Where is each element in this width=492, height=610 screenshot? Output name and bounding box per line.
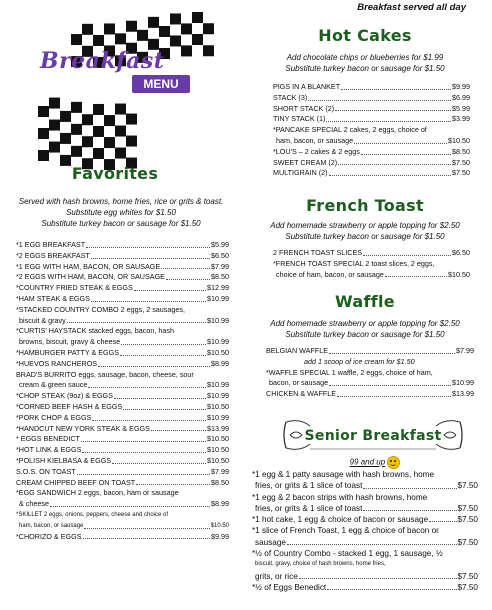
menu-item-name: *HANDCUT NEW YORK STEAK & EGGS — [16, 423, 150, 433]
leader-dots — [429, 514, 456, 522]
menu-item-name: ham, bacon, or sausage — [19, 522, 84, 529]
flag-square — [203, 45, 214, 56]
flag-square — [181, 23, 192, 34]
menu-item — [16, 305, 229, 327]
menu-item-name: *CORNED BEEF HASH & EGGS — [16, 401, 123, 411]
menu-item — [266, 368, 474, 390]
leader-dots — [337, 389, 451, 397]
menu-item-name: bacon, or sausage — [269, 378, 329, 388]
menu-item-name: *CHORIZO & EGGS — [16, 531, 82, 541]
leader-dots — [338, 158, 451, 166]
leader-dots — [77, 467, 210, 475]
senior-breakfast-list — [252, 469, 478, 593]
leader-dots — [136, 478, 210, 486]
menu-item-name: STACK (3) — [273, 92, 308, 102]
leader-dots — [385, 270, 447, 278]
menu-item-name: sausage — [255, 537, 286, 547]
menu-item — [16, 240, 229, 251]
menu-item-price: $10.50 — [210, 522, 229, 529]
french-toast-notes — [254, 220, 476, 242]
menu-item-name: fries, or grits & 1 slice of toast — [255, 481, 363, 491]
menu-item-description: *EGG SANDWICH 2 eggs, bacon, ham or sausage — [16, 488, 179, 498]
note-line: Add chocolate chips or blueberries for $1.99 — [286, 53, 444, 62]
waffle-notes — [254, 318, 476, 340]
note-line: Substitute turkey bacon or sausage for $1.50 — [285, 64, 445, 73]
menu-item — [252, 514, 478, 525]
flag-square — [126, 136, 137, 147]
menu-item-name: ham, bacon, or sausage — [276, 135, 354, 145]
menu-item-name: *1 hot cake, 1 egg & choice of bacon or sausage — [252, 515, 429, 525]
menu-item-price: $8.50 — [211, 272, 229, 282]
flag-square — [115, 148, 126, 159]
note-line: Substitute turkey bacon or sausage for $1.50 — [285, 330, 445, 339]
leader-dots — [361, 147, 451, 155]
leader-dots — [114, 391, 206, 399]
menu-item-price: $5.99 — [452, 103, 470, 113]
flag-square — [38, 106, 49, 117]
menu-item-price: $3.99 — [452, 114, 470, 124]
senior-age-note — [330, 456, 420, 469]
senior-breakfast-heading: Senior Breakfast — [304, 428, 442, 444]
leader-dots — [287, 537, 457, 545]
flag-square — [115, 126, 126, 137]
menu-item — [16, 413, 229, 424]
menu-item-price: $10.50 — [207, 445, 229, 455]
menu-item-description: *SKILLET 2 eggs, onions, peppers, cheese and choice of — [16, 511, 168, 518]
leader-dots — [82, 445, 206, 453]
menu-item — [273, 259, 470, 281]
flag-square — [192, 34, 203, 45]
smiley-face-icon — [387, 456, 400, 469]
flag-square — [60, 111, 71, 122]
leader-dots — [50, 499, 210, 507]
menu-item-price: $7.99 — [211, 261, 229, 271]
menu-item-price: $10.50 — [207, 401, 229, 411]
menu-item-name: biscuit & gravy — [19, 315, 66, 325]
menu-item-description: *WAFFLE SPECIAL 1 waffle, 2 eggs, choice of ham, — [266, 367, 433, 377]
menu-item — [16, 467, 229, 478]
flag-square — [192, 12, 203, 23]
menu-item — [16, 359, 229, 370]
menu-item-price: $10.50 — [448, 135, 470, 145]
menu-item-description: BRAD'S BURRITO eggs, sausage, bacon, cheese, sour — [16, 369, 194, 379]
menu-item-price: $8.50 — [452, 146, 470, 156]
menu-item-name: *LOU'S – 2 cakes & 2 eggs — [273, 146, 360, 156]
menu-item — [252, 582, 478, 593]
menu-item-price: $8.99 — [211, 358, 229, 368]
menu-item-price: $8.50 — [211, 477, 229, 487]
flag-square — [115, 104, 126, 115]
french-toast-heading: French Toast — [306, 196, 424, 215]
menu-item-name: *HOT LINK & EGGS — [16, 445, 82, 455]
menu-item — [273, 248, 470, 259]
menu-item-price: $6.50 — [452, 248, 470, 257]
flag-square — [38, 128, 49, 139]
menu-badge: MENU — [132, 75, 190, 93]
menu-item-name: *HAMBURGER PATTY & EGGS — [16, 347, 120, 357]
menu-item — [16, 488, 229, 510]
leader-dots — [98, 359, 210, 367]
flag-square — [93, 126, 104, 137]
flag-square — [93, 35, 104, 46]
flag-square — [49, 98, 60, 109]
menu-item — [16, 326, 229, 348]
leader-dots — [326, 114, 451, 122]
menu-item-price: $7.50 — [452, 157, 470, 167]
leader-dots — [335, 104, 451, 112]
flag-square — [71, 102, 82, 113]
note-line: Add homemade strawberry or apple topping for $2.50 — [270, 319, 460, 328]
leader-dots — [166, 272, 210, 280]
menu-item — [16, 262, 229, 273]
leader-dots — [134, 283, 206, 291]
menu-item-description: *PANCAKE SPECIAL 2 cakes, 2 eggs, choice of — [273, 125, 427, 135]
menu-item — [252, 548, 478, 582]
leader-dots — [354, 136, 447, 144]
menu-item-price: $10.50 — [207, 455, 229, 465]
menu-item-name: & cheese — [19, 499, 49, 509]
flag-square — [170, 13, 181, 24]
menu-item — [16, 532, 229, 543]
menu-item-description: *CURTIS' HAYSTACK stacked eggs, bacon, hash — [16, 326, 174, 336]
menu-item-description: *FRENCH TOAST SPECIAL 2 toast slices, 2 eggs, — [273, 258, 435, 268]
menu-item-name: *½ of Eggs Benedict — [252, 582, 327, 592]
flag-square — [126, 21, 137, 32]
menu-item — [273, 125, 470, 147]
menu-item-name: *1 EGG BREAKFAST — [16, 240, 86, 249]
age-note-text: 99 and up — [349, 457, 386, 467]
menu-item-name: *POLISH KIELBASA & EGGS — [16, 455, 112, 465]
menu-item — [273, 147, 470, 158]
menu-item-price: $9.99 — [452, 82, 470, 91]
menu-item-price: $6.50 — [211, 250, 229, 260]
note-line: Substitute turkey bacon or sausage for $1.50 — [41, 219, 201, 228]
flag-square — [148, 17, 159, 28]
menu-item — [16, 510, 229, 532]
favorites-heading: Favorites — [71, 164, 159, 183]
menu-item-name: *2 EGGS BREAKFAST — [16, 250, 90, 260]
menu-item-price: $12.99 — [207, 283, 229, 293]
menu-item-price: $10.50 — [448, 269, 470, 279]
menu-item-price: $10.99 — [207, 293, 229, 303]
menu-item-price: $7.50 — [457, 515, 478, 525]
leader-dots — [329, 346, 455, 354]
leader-dots — [341, 82, 451, 90]
menu-item-description: *STACKED COUNTRY COMBO 2 eggs, 2 sausages, — [16, 304, 185, 314]
flag-square — [82, 114, 93, 125]
menu-item-price: $10.50 — [207, 434, 229, 444]
menu-item — [266, 346, 474, 357]
flag-square — [82, 136, 93, 147]
menu-item — [16, 272, 229, 283]
menu-item-name: *CHOP STEAK (9oz) & EGGS — [16, 391, 113, 401]
menu-item — [16, 434, 229, 445]
flag-square — [71, 34, 82, 45]
leader-dots — [329, 378, 451, 386]
hot-cakes-list — [273, 82, 470, 179]
flag-square — [71, 146, 82, 157]
menu-item-name: S.O.S. ON TOAST — [16, 466, 76, 476]
menu-item — [266, 389, 474, 400]
menu-item-name: add 1 scoop of ice cream for $1.50 — [304, 356, 415, 366]
note-line: Add homemade strawberry or apple topping for $2.50 — [270, 221, 460, 230]
menu-item-name: SHORT STACK (2) — [273, 103, 335, 113]
menu-item-price: $10.99 — [207, 337, 229, 347]
flag-square — [137, 30, 148, 41]
menu-item — [273, 82, 470, 93]
menu-item — [252, 469, 478, 492]
flag-square — [49, 120, 60, 131]
menu-item-name: *PORK CHOP & EGGS — [16, 412, 92, 422]
flag-square — [104, 137, 115, 148]
menu-item-description: *1 egg & 1 patty sausage with hash browns, home — [252, 470, 435, 479]
leader-dots — [161, 262, 210, 270]
menu-item — [16, 424, 229, 435]
menu-item-name: *1 EGG WITH HAM, BACON, OR SAUSAGE — [16, 261, 161, 271]
menu-item-name: choice of ham, bacon, or sausage — [276, 269, 384, 279]
menu-item-price: $7.50 — [452, 168, 470, 178]
breakfast-logo-word: Breakfast — [40, 48, 165, 74]
menu-item — [16, 370, 229, 392]
flag-square — [93, 148, 104, 159]
leader-dots — [299, 571, 457, 579]
flag-square — [93, 104, 104, 115]
menu-item-name: fries, or grits & 1 slice of toast — [255, 503, 363, 513]
leader-dots — [91, 251, 210, 259]
menu-item-name: browns, biscuit, gravy & cheese — [19, 337, 121, 347]
note-line: Substitute egg whites for $1.50 — [66, 208, 176, 217]
menu-item-description: *1 slice of French Toast, 1 egg & choice of bacon or — [252, 526, 439, 536]
menu-item-price: $7.50 — [457, 537, 478, 547]
hot-cakes-heading: Hot Cakes — [318, 26, 412, 45]
menu-item — [252, 492, 478, 515]
flag-square — [181, 45, 192, 56]
flag-square — [49, 142, 60, 153]
menu-item-name: * EGGS BENEDICT — [16, 434, 80, 444]
leader-dots — [363, 248, 451, 256]
flag-square — [126, 114, 137, 125]
menu-item — [273, 104, 470, 115]
served-all-day-note: Breakfast served all day — [357, 2, 466, 13]
menu-item-price: $10.99 — [207, 380, 229, 390]
flag-square — [115, 33, 126, 44]
favorites-list — [16, 240, 229, 542]
menu-item-price: $5.99 — [211, 240, 229, 249]
waffle-list — [266, 346, 474, 400]
menu-item-price: $7.50 — [457, 503, 478, 513]
leader-dots — [92, 413, 206, 421]
leader-dots — [363, 480, 456, 488]
menu-item-price: $8.99 — [211, 499, 229, 509]
menu-item-price: $10.99 — [452, 378, 474, 388]
flag-square — [60, 133, 71, 144]
menu-item-description: *½ of Country Combo - stacked 1 egg, 1 sausage, ½ — [252, 549, 443, 559]
note-line: Served with hash browns, home fries, rice or grits & toast. — [18, 197, 224, 206]
leader-dots — [121, 337, 206, 345]
flag-square — [203, 23, 214, 34]
menu-item — [273, 114, 470, 125]
menu-item-name: CHICKEN & WAFFLE — [266, 389, 337, 399]
menu-item-price: $10.99 — [207, 391, 229, 401]
flag-square — [71, 124, 82, 135]
leader-dots — [86, 240, 210, 248]
leader-dots — [112, 456, 206, 464]
menu-item-price: $13.99 — [207, 423, 229, 433]
leader-dots — [363, 503, 456, 511]
flag-square — [170, 35, 181, 46]
menu-item-description: *1 egg & 2 bacon strips with hash browns, home — [252, 492, 428, 502]
menu-item — [273, 158, 470, 169]
leader-dots — [123, 402, 206, 410]
flag-square — [104, 115, 115, 126]
leader-dots — [91, 294, 206, 302]
menu-item-name: *2 EGGS WITH HAM, BACON, OR SAUSAGE — [16, 272, 165, 282]
menu-item-price: $13.99 — [452, 389, 474, 399]
menu-item-price: $10.99 — [207, 412, 229, 422]
menu-item — [16, 478, 229, 489]
flag-square — [159, 26, 170, 37]
menu-item-name: *HUEVOS RANCHEROS — [16, 358, 98, 368]
menu-item — [16, 456, 229, 467]
menu-item — [16, 402, 229, 413]
menu-item-price: $7.50 — [457, 481, 478, 491]
menu-item-name: 2 FRENCH TOAST SLICES — [273, 248, 363, 257]
menu-item-price: $7.99 — [456, 346, 474, 355]
menu-item-price: $7.50 — [457, 571, 478, 581]
flag-square — [104, 23, 115, 34]
menu-item-name: CREAM CHIPPED BEEF ON TOAST — [16, 477, 136, 487]
leader-dots — [83, 532, 211, 540]
menu-item — [16, 283, 229, 294]
menu-item-price: $10.99 — [207, 315, 229, 325]
menu-item-price: $9.99 — [211, 531, 229, 541]
menu-item — [16, 348, 229, 359]
menu-item-description: biscuit, gravy, choice of hash browns, home fries, — [255, 561, 386, 568]
menu-item-name: grits, or rice — [255, 571, 298, 581]
menu-item — [16, 445, 229, 456]
menu-item-name: *HAM STEAK & EGGS — [16, 293, 90, 303]
menu-item — [16, 251, 229, 262]
menu-item — [16, 294, 229, 305]
menu-item-price: $7.50 — [457, 582, 478, 592]
menu-item — [273, 93, 470, 104]
leader-dots — [327, 582, 456, 590]
menu-item — [252, 525, 478, 548]
favorites-notes — [8, 196, 234, 229]
menu-item-price: $6.99 — [452, 92, 470, 102]
menu-item-name: cream & green sauce — [19, 380, 88, 390]
checkered-flag-logo — [28, 10, 228, 180]
leader-dots — [329, 168, 451, 176]
menu-item — [273, 168, 470, 179]
menu-item-name: BELGIAN WAFFLE — [266, 346, 329, 355]
leader-dots — [308, 93, 451, 101]
flag-square — [38, 150, 49, 161]
menu-item-price: $10.50 — [207, 347, 229, 357]
leader-dots — [151, 424, 206, 432]
french-toast-list — [273, 248, 470, 280]
menu-item — [16, 391, 229, 402]
menu-item-name: MULTIGRAIN (2) — [273, 168, 328, 178]
menu-item-name: SWEET CREAM (2) — [273, 157, 338, 167]
menu-item-price: $7.99 — [211, 466, 229, 476]
leader-dots — [84, 521, 209, 529]
note-line: Substitute turkey bacon or sausage for $1.50 — [285, 232, 445, 241]
waffle-heading: Waffle — [335, 292, 395, 311]
menu-item-name: PIGS IN A BLANKET — [273, 82, 341, 91]
hot-cakes-notes — [254, 52, 476, 74]
menu-item — [266, 357, 474, 368]
leader-dots — [67, 316, 206, 324]
menu-item-name: TINY STACK (1) — [273, 114, 326, 124]
flag-square — [82, 24, 93, 35]
menu-item-name: *COUNTRY FRIED STEAK & EGGS — [16, 283, 133, 293]
leader-dots — [88, 380, 206, 388]
leader-dots — [120, 348, 206, 356]
leader-dots — [81, 434, 206, 442]
